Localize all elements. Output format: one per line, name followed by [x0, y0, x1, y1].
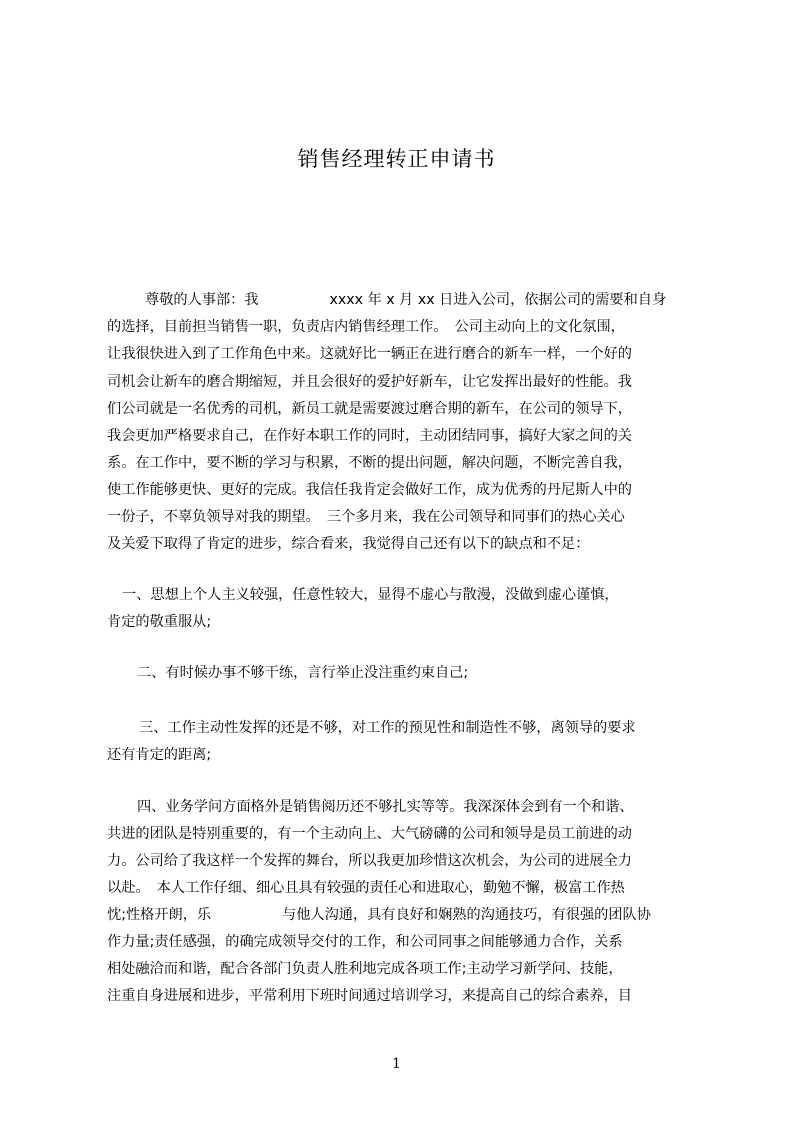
body-line: 作力量;责任感强，的确完成领导交付的工作，和公司同事之间能够通力合作，关系	[107, 934, 623, 950]
body-line: 我会更加严格要求自己，在作好本职工作的同时，主动团结同事，搞好大家之间的关	[107, 428, 632, 444]
body-line: 力。公司给了我这样一个发挥的舞台，所以我更加珍惜这次机会，为公司的进展全力	[107, 853, 632, 869]
body-line: 让我很快进入到了工作角色中来。这就好比一辆正在进行磨合的新车一样，一个好的	[107, 346, 632, 362]
body-line: 共进的团队是特别重要的，有一个主动向上、大气磅礴的公司和领导是员工前进的动	[107, 826, 632, 842]
page-number: 1	[392, 1056, 401, 1072]
document-title: 销售经理转正申请书	[297, 147, 496, 171]
list-item-line: 二、有时候办事不够干练，言行举止没注重约束自己;	[137, 665, 469, 681]
body-line: 使工作能够更快、更好的完成。我信任我肯定会做好工作，成为优秀的丹尼斯人中的	[107, 482, 632, 498]
list-item-line: 三、工作主动性发挥的还是不够，对工作的预见性和制造性不够，离领导的要求	[139, 720, 636, 736]
body-line: 尊敬的人事部：我 xxxx 年 x 月 xx 日进入公司，依据公司的需要和自身	[145, 292, 667, 308]
body-line: 系。在工作中，要不断的学习与积累，不断的提出问题，解决问题，不断完善自我，	[107, 455, 632, 471]
body-line: 以赴。 本人工作仔细、细心且具有较强的责任心和进取心，勤勉不懈，极富工作热	[107, 880, 625, 896]
body-line: 及关爱下取得了肯定的进步，综合看来，我觉得自己还有以下的缺点和不足：	[107, 536, 590, 552]
body-line: 注重自身进展和进步，平常利用下班时间通过培训学习，来提高自己的综合素养，目	[107, 988, 632, 1004]
body-line: 的选择，目前担当销售一职，负责店内销售经理工作。 公司主动向上的文化氛围，	[107, 319, 625, 335]
body-line: 一份子，不辜负领导对我的期望。 三个多月来，我在公司领导和同事们的热心关心	[107, 509, 625, 525]
list-item-line: 一、思想上个人主义较强，任意性较大，显得不虚心与散漫，没做到虚心谨慎，	[122, 587, 619, 603]
body-line: 们公司就是一名优秀的司机，新员工就是需要渡过磨合期的新车，在公司的领导下，	[107, 401, 632, 417]
body-line: 四、业务学问方面格外是销售阅历还不够扎实等等。我深深体会到有一个和谐、	[137, 799, 634, 815]
list-item-line: 还有肯定的距离;	[107, 747, 212, 763]
list-item-line: 肯定的敬重服从;	[107, 614, 212, 630]
body-line: 忱;性格开朗，乐 与他人沟通，具有良好和娴熟的沟通技巧，有很强的团队协	[107, 907, 651, 923]
body-line: 司机会让新车的磨合期缩短，并且会很好的爱护好新车，让它发挥出最好的性能。我	[107, 374, 632, 390]
body-line: 相处融洽而和谐，配合各部门负责人胜利地完成各项工作;主动学习新学问、技能，	[107, 961, 623, 977]
